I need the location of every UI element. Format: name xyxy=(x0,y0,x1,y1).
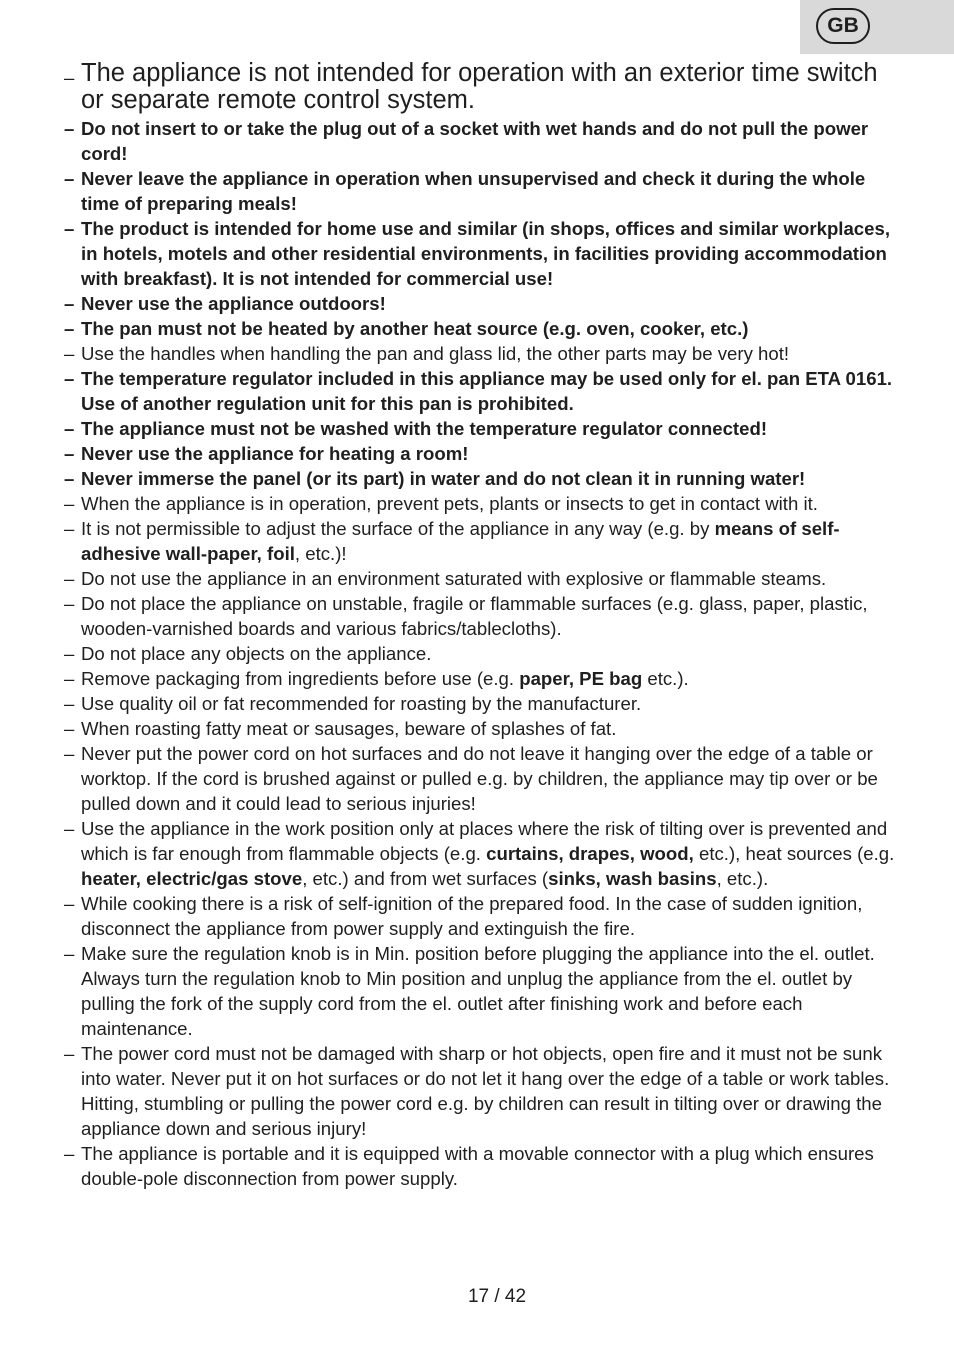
list-item xyxy=(64,591,904,641)
item-text: Do not insert to or take the plug out of a socket with wet hands and do not pull the power cord! xyxy=(81,118,869,164)
emphasized-text: heater, electric/gas stove xyxy=(81,868,303,889)
list-item xyxy=(64,566,904,591)
item-text: , etc.)! xyxy=(294,543,347,564)
emphasized-text: means of self-adhesive wall-paper, foil xyxy=(81,518,840,564)
item-text: Do not place the appliance on unstable, fragile or flammable surfaces (e.g. glass, paper, plastic, wooden-varnished boards and various fabrics/tablecloths). xyxy=(81,593,868,639)
list-item xyxy=(64,1141,904,1191)
list-item xyxy=(64,466,904,491)
item-text: Use quality oil or fat recommended for roasting by the manufacturer. xyxy=(81,693,642,714)
item-text: It is not permissible to adjust the surface of the appliance in any way (e.g. by xyxy=(81,518,715,539)
bullet-dash: – xyxy=(64,818,75,839)
list-item xyxy=(64,516,904,566)
list-item xyxy=(64,341,904,366)
list-item xyxy=(64,666,904,691)
safety-instructions-list xyxy=(64,60,904,1191)
list-item xyxy=(64,941,904,1041)
list-item xyxy=(64,1041,904,1141)
bullet-dash: – xyxy=(64,743,75,764)
bullet-dash: – xyxy=(64,643,75,664)
item-text: Never use the appliance for heating a room! xyxy=(81,443,469,464)
bullet-dash: – xyxy=(64,218,75,239)
item-text: Make sure the regulation knob is in Min. position before plugging the appliance into the el. outlet. Always turn the regulation knob to Min position and unplug the appliance from the el. outlet by pulling the fork of the supply cord from the el. outlet after finishing work and before each maintenance. xyxy=(81,943,875,1039)
list-item xyxy=(64,441,904,466)
bullet-dash: – xyxy=(64,693,75,714)
item-text: Never immerse the panel (or its part) in water and do not clean it in running water! xyxy=(81,468,806,489)
item-text: Never put the power cord on hot surfaces and do not leave it hanging over the edge of a table or worktop. If the cord is brushed against or pulled e.g. by children, the appliance may tip over or be pulled down and it could lead to serious injuries! xyxy=(81,743,878,814)
item-text: etc.). xyxy=(642,668,689,689)
item-text: , etc.) and from wet surfaces ( xyxy=(302,868,549,889)
bullet-dash: – xyxy=(64,668,75,689)
list-item xyxy=(64,491,904,516)
bullet-dash: – xyxy=(64,443,75,464)
bullet-dash: – xyxy=(64,568,75,589)
item-text: The appliance must not be washed with the temperature regulator connected! xyxy=(81,418,768,439)
item-text: The pan must not be heated by another heat source (e.g. oven, cooker, etc.) xyxy=(81,318,749,339)
bullet-dash: – xyxy=(64,493,75,514)
item-text: When roasting fatty meat or sausages, beware of splashes of fat. xyxy=(81,718,617,739)
bullet-dash: – xyxy=(64,168,75,189)
item-text: Use the handles when handling the pan and glass lid, the other parts may be very hot! xyxy=(81,343,790,364)
item-text: When the appliance is in operation, prevent pets, plants or insects to get in contact with it. xyxy=(81,493,818,514)
item-text: The temperature regulator included in this appliance may be used only for el. pan ETA 0161. Use of another regulation unit for this pan is prohibited. xyxy=(81,368,893,414)
list-item xyxy=(64,166,904,216)
emphasized-text: sinks, wash basins xyxy=(548,868,717,889)
bullet-dash: – xyxy=(64,343,75,364)
item-text: While cooking there is a risk of self-ignition of the prepared food. In the case of sudden ignition, disconnect the appliance from power supply and extinguish the fire. xyxy=(81,893,863,939)
item-text: Never leave the appliance in operation when unsupervised and check it during the whole time of preparing meals! xyxy=(81,168,866,214)
list-item xyxy=(64,366,904,416)
language-badge: GB xyxy=(816,8,870,44)
item-text: Do not use the appliance in an environment saturated with explosive or flammable steams. xyxy=(81,568,827,589)
item-text: , etc.). xyxy=(716,868,769,889)
bullet-dash: – xyxy=(64,593,75,614)
bullet-dash: – xyxy=(64,943,75,964)
list-item xyxy=(64,60,904,114)
item-text: Remove packaging from ingredients before use (e.g. xyxy=(81,668,520,689)
list-item xyxy=(64,291,904,316)
bullet-dash: – xyxy=(64,118,75,139)
list-item xyxy=(64,816,904,891)
bullet-dash: – xyxy=(64,1143,75,1164)
list-item xyxy=(64,316,904,341)
page-number: 17 / 42 xyxy=(467,1286,527,1307)
bullet-dash: – xyxy=(64,1043,75,1064)
bullet-dash: – xyxy=(64,418,75,439)
bullet-dash: – xyxy=(64,293,75,314)
item-text: The appliance is not intended for operation with an exterior time switch or separate remote control system. xyxy=(81,59,878,114)
list-item xyxy=(64,216,904,291)
emphasized-text: paper, PE bag xyxy=(519,668,643,689)
bullet-dash: – xyxy=(64,893,75,914)
list-item xyxy=(64,691,904,716)
list-item xyxy=(64,116,904,166)
bullet-dash: – xyxy=(64,718,75,739)
emphasized-text: curtains, drapes, wood, xyxy=(486,843,694,864)
item-text: Use the appliance in the work position only at places where the risk of tilting over is prevented and which is far enough from flammable objects (e.g. xyxy=(81,818,888,864)
list-item xyxy=(64,416,904,441)
bullet-dash: – xyxy=(64,318,75,339)
list-item xyxy=(64,716,904,741)
item-text: The power cord must not be damaged with sharp or hot objects, open fire and it must not be sunk into water. Never put it on hot surfaces or do not let it hang over the edge of a table or work tables. Hitting, stumbling or pulling the power cord e.g. by children can result in tilting over or drawing the appliance down and serious injury! xyxy=(81,1043,890,1139)
bullet-dash: – xyxy=(64,368,75,389)
item-text: The appliance is portable and it is equipped with a movable connector with a plug which ensures double-pole disconnection from power supply. xyxy=(81,1143,874,1189)
bullet-dash: – xyxy=(64,518,75,539)
list-item xyxy=(64,641,904,666)
item-text: The product is intended for home use and similar (in shops, offices and similar workplaces, in hotels, motels and other residential environments, in facilities providing accommodation with breakfast). It is not intended for commercial use! xyxy=(81,218,891,289)
item-text: Do not place any objects on the appliance. xyxy=(81,643,432,664)
bullet-dash: – xyxy=(64,468,75,489)
bullet-dash: – xyxy=(64,67,75,88)
list-item xyxy=(64,741,904,816)
item-text: Never use the appliance outdoors! xyxy=(81,293,386,314)
list-item xyxy=(64,891,904,941)
item-text: etc.), heat sources (e.g. xyxy=(693,843,895,864)
